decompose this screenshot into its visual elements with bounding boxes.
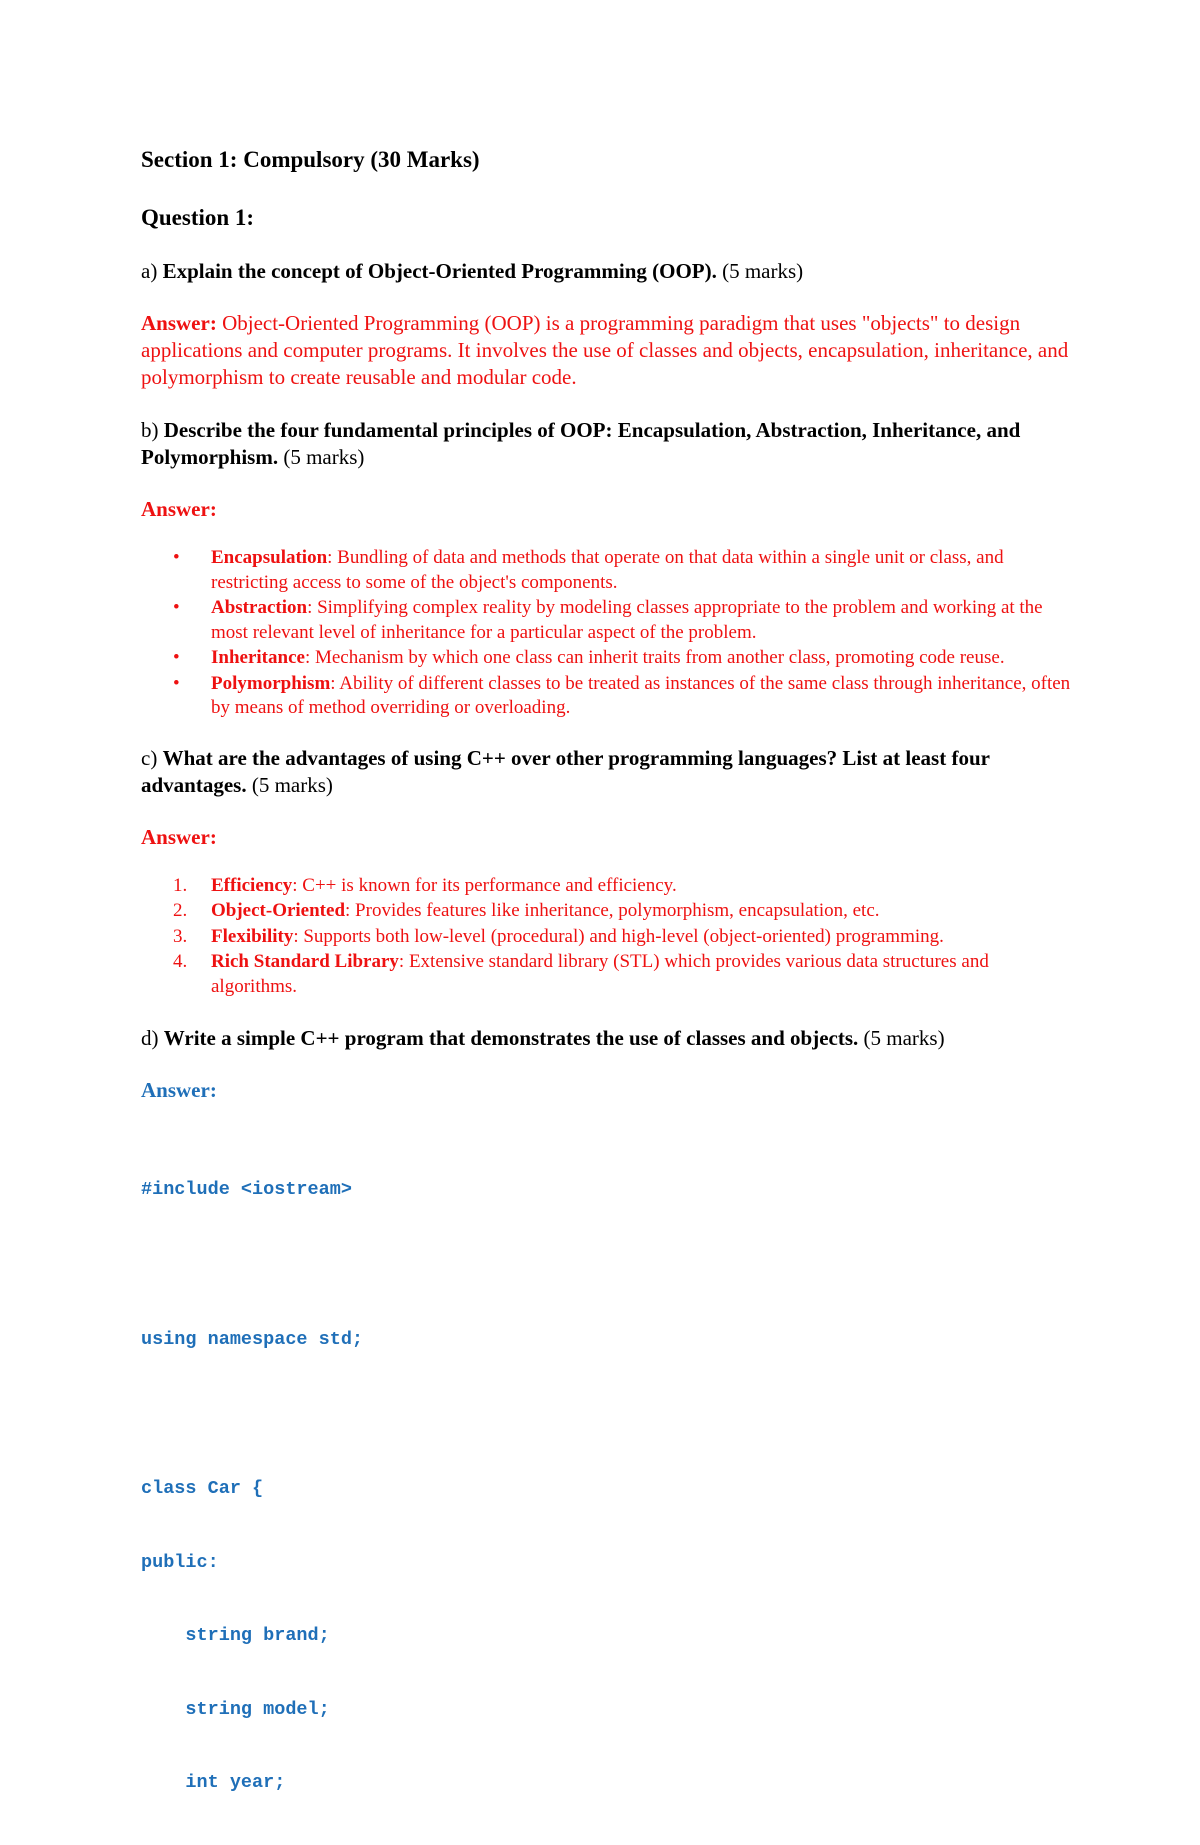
section-title: Section 1: Compulsory (30 Marks): [141, 147, 480, 172]
list-item-term: Efficiency: [211, 874, 293, 896]
question-title: Question 1:: [141, 205, 255, 230]
code-line-class-open: class Car {: [141, 1478, 264, 1499]
question-a-text: Explain the concept of Object-Oriented Programming (OOP).: [162, 259, 717, 283]
list-item-desc: : C++ is known for its performance and efficiency.: [292, 874, 677, 896]
question-b-text: Describe the four fundamental principles of OOP: Encapsulation, Abstraction, Inheritance, and Polymorphism.: [141, 418, 1021, 469]
bullet-icon: •: [173, 547, 180, 568]
code-line-include: #include <iostream>: [141, 1179, 352, 1200]
answer-a-label: Answer:: [141, 311, 217, 335]
list-item-number: 4.: [173, 951, 188, 972]
question-b-prefix: b): [141, 418, 159, 442]
list-item-term: Object-Oriented: [211, 900, 346, 921]
answer-c-label: Answer:: [141, 824, 217, 849]
answer-d-label: Answer:: [141, 1078, 217, 1102]
answer-a-text: Object-Oriented Programming (OOP) is a programming paradigm that uses "objects" to design applications and computer programs. It involves the use of classes and objects, encapsulation, inheritance, and polymorphism to create reusable and modular code.: [141, 311, 1069, 389]
list-item: [141, 546, 1071, 595]
question-d-marks: (5 marks): [863, 1026, 945, 1050]
question-b-marks: (5 marks): [283, 445, 365, 469]
list-item: [141, 950, 1071, 999]
question-a: [141, 258, 1071, 285]
list-item: [141, 899, 1071, 924]
question-c-text: What are the advantages of using C++ over other programming languages? List at least four advantages.: [141, 745, 990, 797]
bullet-icon: •: [173, 597, 180, 618]
list-item: [141, 596, 1071, 645]
bullet-icon: •: [173, 647, 180, 668]
answer-b-label: Answer:: [141, 497, 217, 521]
list-item: [141, 874, 1071, 899]
list-item: [141, 672, 1071, 721]
code-line-field-year: int year;: [141, 1772, 286, 1793]
list-item-number: 1.: [173, 874, 188, 896]
list-item-desc: : Mechanism by which one class can inherit traits from another class, promoting code reuse.: [304, 647, 1005, 668]
question-c-prefix: c): [141, 745, 158, 770]
document-page: [141, 140, 1071, 1845]
list-item-desc: : Simplifying complex reality by modeling classes appropriate to the problem and working at the most relevant level of inheritance for a particular aspect of the problem.: [211, 597, 1043, 643]
question-c: [141, 745, 1071, 799]
question-d-prefix: d): [141, 1026, 159, 1050]
code-block: [141, 1129, 1071, 1845]
list-item: [141, 646, 1071, 671]
question-a-marks: (5 marks): [722, 259, 804, 283]
list-item-term: Inheritance: [211, 647, 305, 668]
answer-a: [141, 310, 1071, 391]
list-item-desc: : Extensive standard library (STL) which provides various data structures and algorithms.: [211, 951, 989, 997]
list-item-term: Flexibility: [211, 925, 294, 947]
bullet-icon: •: [173, 672, 180, 694]
list-item: [141, 925, 1071, 950]
code-line-public: public:: [141, 1551, 219, 1573]
question-d: [141, 1025, 1071, 1052]
code-line-using: using namespace std;: [141, 1328, 364, 1350]
question-b: [141, 417, 1071, 471]
list-item-term: Polymorphism: [211, 672, 331, 694]
list-item-term: Encapsulation: [211, 547, 328, 568]
list-item-term: Rich Standard Library: [211, 951, 399, 972]
code-line-field-brand: string brand;: [141, 1625, 330, 1646]
list-item-number: 3.: [173, 925, 188, 947]
list-item-desc: : Ability of different classes to be treated as instances of the same class through inheritance, often by means of method overriding or overloading.: [211, 672, 1071, 718]
question-d-text: Write a simple C++ program that demonstrates the use of classes and objects.: [163, 1026, 859, 1050]
list-item-number: 2.: [173, 900, 188, 921]
question-a-prefix: a): [141, 259, 158, 283]
list-item-desc: : Supports both low-level (procedural) and high-level (object-oriented) programming.: [293, 925, 944, 947]
list-item-desc: : Provides features like inheritance, polymorphism, encapsulation, etc.: [345, 900, 880, 921]
list-item-term: Abstraction: [211, 597, 308, 618]
list-item-desc: : Bundling of data and methods that operate on that data within a single unit or class, and restricting access to some of the object's components.: [211, 547, 1004, 593]
question-c-marks: (5 marks): [251, 772, 333, 797]
advantages-list: [141, 874, 1071, 1000]
principles-list: [141, 546, 1071, 721]
code-line-field-model: string model;: [141, 1698, 330, 1720]
